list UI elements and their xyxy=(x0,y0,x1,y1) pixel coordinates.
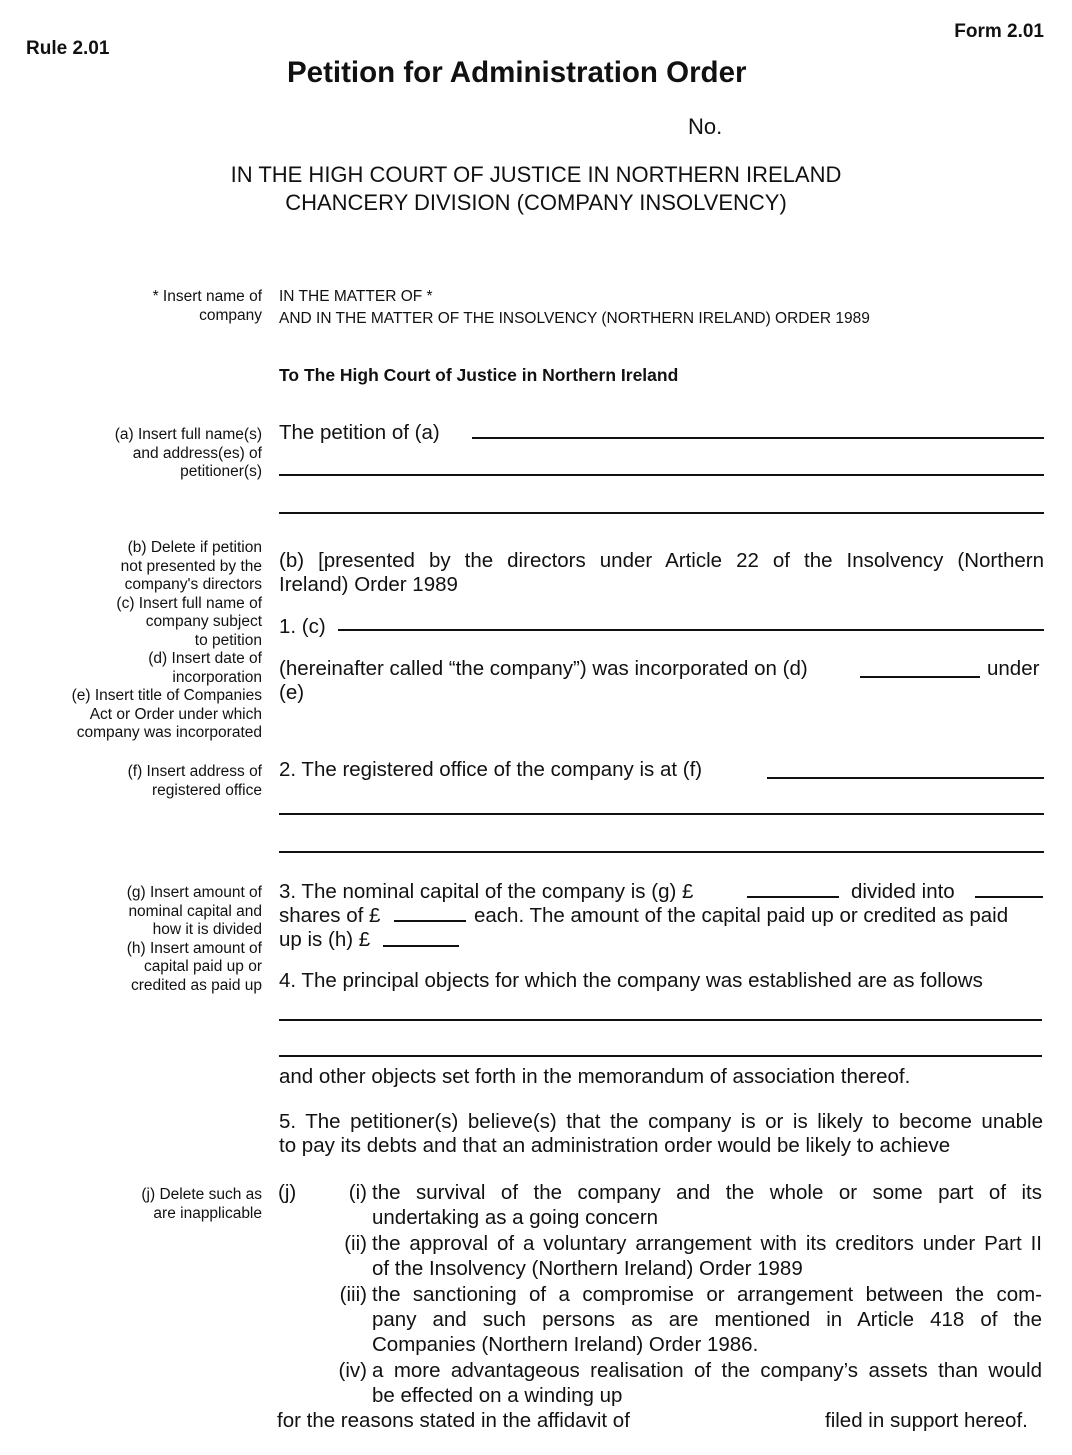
paid-up-capital-line[interactable] xyxy=(383,945,459,947)
incorporation-date-line[interactable] xyxy=(860,676,980,678)
item-iv-line-2: be effected on a winding up xyxy=(372,1384,623,1407)
addressee: To The High Court of Justice in Northern Ireland xyxy=(279,365,679,385)
para-3-shares-of: shares of £ xyxy=(279,904,381,927)
presented-by-line-1: (b) [presented by the directors under Article 22 of the Insolvency (Northern xyxy=(279,549,1044,572)
nominal-capital-amount-line[interactable] xyxy=(747,896,839,898)
form-number: Form 2.01 xyxy=(954,21,1044,42)
para-5-line-2: to pay its debts and that an administration order would be likely to achieve xyxy=(279,1134,951,1157)
registered-office-line-3[interactable] xyxy=(279,851,1044,853)
filed-in-support-text: filed in support hereof. xyxy=(825,1409,1028,1432)
rule-number: Rule 2.01 xyxy=(26,38,110,59)
para-5-line-1: 5. The petitioner(s) believe(s) that the company is or is likely to become unable xyxy=(279,1110,1043,1133)
petitioner-name-line[interactable] xyxy=(472,437,1044,439)
reasons-text: for the reasons stated in the affidavit of xyxy=(277,1409,630,1432)
incorporated-text: (hereinafter called “the company”) was incorporated on (d) xyxy=(279,657,808,680)
item-ii-line-1: the approval of a voluntary arrangement with its creditors under Part II xyxy=(372,1232,1042,1255)
petitioner-address-line-1[interactable] xyxy=(279,474,1044,476)
share-value-line[interactable] xyxy=(394,920,466,922)
margin-note-company-name: * Insert name of company xyxy=(152,288,262,324)
para-4-text: 4. The principal objects for which the company was established are as follows xyxy=(279,969,983,992)
company-name-line[interactable] xyxy=(338,629,1044,631)
matter-line-order: AND IN THE MATTER OF THE INSOLVENCY (NORTHERN IRELAND) ORDER 1989 xyxy=(279,310,870,327)
item-iii-line-2: pany and such persons as are mentioned in Article 418 of the xyxy=(372,1308,1042,1331)
item-iii-number: (iii) xyxy=(339,1283,367,1306)
objects-line-1[interactable] xyxy=(279,1019,1042,1021)
companies-act-label: (e) xyxy=(279,681,305,704)
court-division: CHANCERY DIVISION (COMPANY INSOLVENCY) xyxy=(285,190,787,215)
registered-office-line-1[interactable] xyxy=(767,777,1044,779)
shares-count-line[interactable] xyxy=(975,896,1043,898)
incorporated-under-text: under xyxy=(987,657,1040,680)
item-iii-line-1: the sanctioning of a compromise or arrangement between the com- xyxy=(372,1283,1042,1306)
presented-by-line-2: Ireland) Order 1989 xyxy=(279,573,458,596)
page-title: Petition for Administration Order xyxy=(287,56,747,89)
margin-note-capital: (g) Insert amount of nominal capital and how it is divided (h) Insert amount of capital paid up or credited as paid up xyxy=(126,884,262,994)
item-iv-line-1: a more advantageous realisation of the company’s assets than would xyxy=(372,1359,1042,1382)
margin-note-inapplicable: (j) Delete such as are inapplicable xyxy=(141,1186,262,1222)
matter-line-company: IN THE MATTER OF * xyxy=(279,288,433,305)
margin-note-petitioners: (a) Insert full name(s) and address(es) of petitioner(s) xyxy=(114,426,262,480)
margin-note-registered-office: (f) Insert address of registered office xyxy=(127,763,262,799)
item-ii-line-2: of the Insolvency (Northern Ireland) Order 1989 xyxy=(372,1257,803,1280)
objects-line-2[interactable] xyxy=(279,1055,1042,1057)
item-i-line-2: undertaking as a going concern xyxy=(372,1206,659,1229)
petitioner-address-line-2[interactable] xyxy=(279,512,1044,514)
court-name: IN THE HIGH COURT OF JUSTICE IN NORTHERN IRELAND xyxy=(230,162,842,187)
item-iv-number: (iv) xyxy=(338,1359,367,1382)
para-2-text: 2. The registered office of the company is at (f) xyxy=(279,758,703,781)
case-number-label: No. xyxy=(688,114,723,139)
para-3-divided-into: divided into xyxy=(851,880,955,903)
j-label: (j) xyxy=(278,1181,297,1204)
item-iii-line-3: Companies (Northern Ireland) Order 1986. xyxy=(372,1333,759,1356)
para-3-paid-up: each. The amount of the capital paid up or credited as paid xyxy=(474,904,1009,927)
para-3-nominal-capital: 3. The nominal capital of the company is (g) £ xyxy=(279,880,694,903)
para-1-label: 1. (c) xyxy=(279,615,326,638)
registered-office-line-2[interactable] xyxy=(279,813,1044,815)
other-objects-text: and other objects set forth in the memorandum of association thereof. xyxy=(279,1065,911,1088)
petition-of-label: The petition of (a) xyxy=(279,421,440,444)
item-i-line-1: the survival of the company and the whole or some part of its xyxy=(372,1181,1042,1204)
item-i-number: (i) xyxy=(348,1181,367,1204)
margin-note-directors: (b) Delete if petition not presented by the company's directors (c) Insert full name of company subject to petition (d) Insert date of incorporation (e) Insert title of Companies Act or Order under which company was incorporated xyxy=(71,539,262,741)
item-ii-number: (ii) xyxy=(344,1232,367,1255)
para-3-up-is: up is (h) £ xyxy=(279,928,371,951)
